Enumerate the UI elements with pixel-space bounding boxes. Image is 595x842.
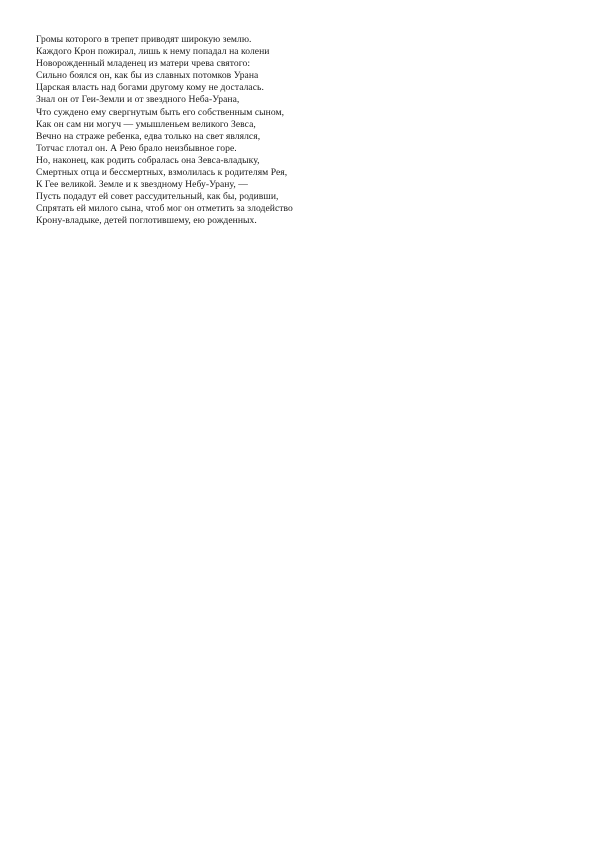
poem-line: Смертных отца и бессмертных, взмолилась к родителям Рея,: [36, 167, 288, 179]
poem-line: Что суждено ему свергнутым быть его собственным сыном,: [36, 106, 285, 118]
poem-line: Вечно на страже ребенка, едва только на свет являлся,: [36, 130, 261, 142]
poem-line: Царская власть над богами другому кому не досталась.: [36, 82, 264, 94]
poem-line: Крону-владыке, детей поглотившему, ею рожденных.: [36, 215, 257, 227]
poem-line: Знал он от Геи-Земли и от звездного Неба-Урана,: [36, 94, 240, 106]
poem-text: [36, 34, 556, 228]
poem-line: Тотчас глотал он. А Рею брало неизбывное горе.: [36, 142, 237, 154]
poem-line: К Гее великой. Земле и к звездному Небу-Урану, —: [36, 179, 248, 191]
poem-line: Но, наконец, как родить собралась она Зевса-владыку,: [36, 154, 260, 166]
poem-line: Сильно боялся он, как бы из славных потомков Урана: [36, 70, 259, 82]
poem-line: Каждого Крон пожирал, лишь к нему попадал на колени: [36, 46, 270, 58]
poem-line: Новорожденный младенец из матери чрева святого:: [36, 58, 251, 70]
poem-line: Как он сам ни могуч — умышленьем великого Зевса,: [36, 118, 256, 130]
poem-line: Спрятать ей милого сына, чтоб мог он отметить за злодейство: [36, 203, 293, 215]
poem-line: Громы которого в трепет приводят широкую землю.: [36, 34, 252, 45]
poem-line: Пусть подадут ей совет рассудительный, как бы, родивши,: [36, 191, 279, 203]
